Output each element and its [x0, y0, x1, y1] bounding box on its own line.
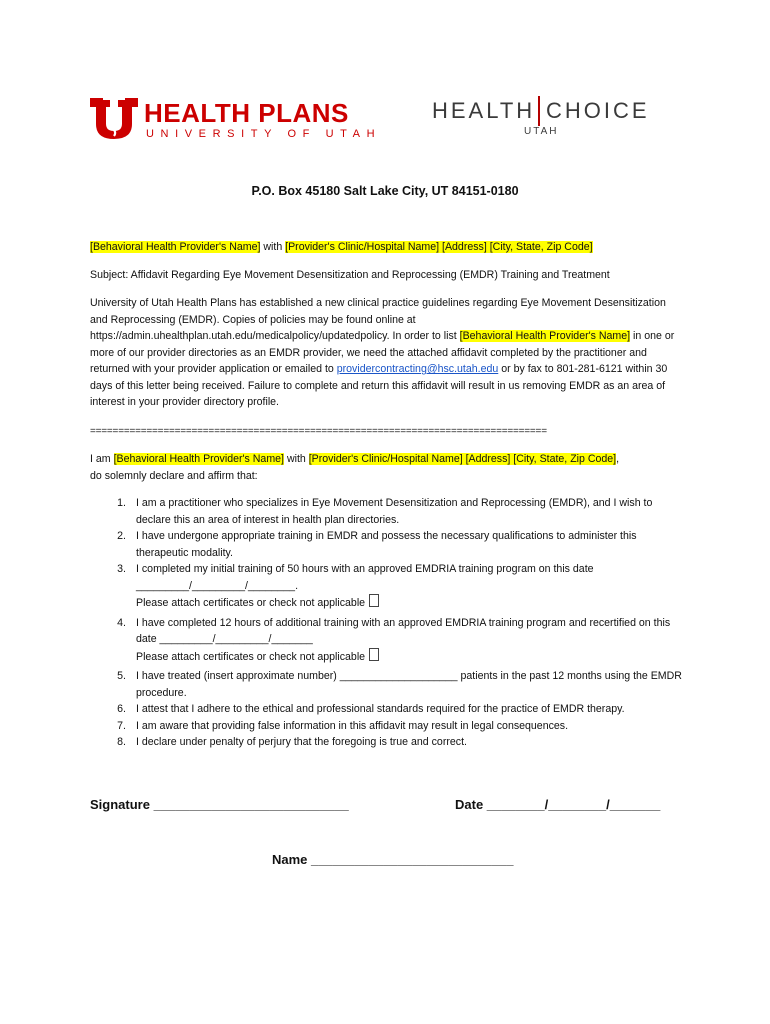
clinic-address-placeholder-2: [Provider's Clinic/Hospital Name] [Address] [City, State, Zip Code] [308, 453, 617, 465]
affirmation-list [90, 495, 682, 751]
item-number: 2. [117, 530, 126, 542]
attach-note: Please attach certificates or check not applicable [136, 597, 366, 609]
contracting-email-link[interactable]: providercontracting@hsc.utah.edu [336, 363, 499, 375]
declaration-intro [90, 451, 682, 484]
i-am-word: I am [90, 453, 111, 465]
health-plans-title: HEALTH PLANS [144, 98, 349, 128]
item-text: I have treated (insert approximate number) ____________________ patients in the past 12 months using the EMDR procedure. [136, 670, 682, 699]
health-choice-word-health: HEALTH [432, 98, 536, 123]
with-word-2: with [286, 453, 306, 465]
item-text: I completed my initial training of 50 hours with an approved EMDRIA training program on this date [136, 563, 594, 575]
logo-divider [538, 96, 540, 126]
mailing-address: P.O. Box 45180 Salt Lake City, UT 84151-0180 [251, 184, 519, 198]
item-number: 6. [117, 703, 126, 715]
comma: , [616, 453, 620, 465]
item-number: 1. [117, 497, 126, 509]
not-applicable-checkbox[interactable] [369, 594, 379, 607]
health-choice-word-choice: CHOICE [546, 98, 650, 123]
initial-training-date-field[interactable]: _________/_________/________. [136, 579, 299, 592]
body-text-1: University of Utah Health Plans has established a new clinical practice guidelines regarding Eye Movement Desensitization and Reprocessing (EMDR). Copies of policies may be found online at https://admin.uhealthplan.utah.edu/medicalpolicy/updatedpolicy. In order to list [90, 297, 666, 342]
recipient-line [90, 239, 682, 256]
item-number: 7. [117, 719, 126, 732]
item-number: 5. [117, 670, 126, 682]
date-field[interactable]: Date ________/________/_______ [455, 797, 661, 812]
provider-name-placeholder-3: [Behavioral Health Provider's Name] [113, 453, 284, 465]
list-item [90, 495, 682, 528]
health-choice-logo [432, 96, 652, 146]
item-number: 8. [117, 736, 126, 748]
list-item [90, 701, 682, 718]
item-number: 4. [117, 616, 126, 629]
attach-note: Please attach certificates or check not applicable [136, 650, 366, 663]
provider-name-placeholder-2: [Behavioral Health Provider's Name] [459, 330, 631, 342]
health-plans-logo [90, 98, 382, 144]
item-text: I declare under penalty of perjury that the foregoing is true and correct. [136, 736, 467, 748]
name-field[interactable]: Name ____________________________ [272, 852, 514, 867]
university-of-utah-subtitle: UNIVERSITY OF UTAH [146, 128, 382, 140]
separator-line: ================================================================================= [90, 426, 547, 437]
list-item [90, 561, 682, 612]
not-applicable-checkbox[interactable] [369, 648, 379, 661]
list-item [90, 718, 682, 735]
item-text: I attest that I adhere to the ethical and professional standards required for the practice of EMDR therapy. [136, 703, 625, 715]
item-text: I am a practitioner who specializes in Eye Movement Desensitization and Reprocessing (EMDR), and I wish to declare this an area of interest in health plan directories. [136, 497, 653, 526]
clinic-address-placeholder: [Provider's Clinic/Hospital Name] [Address] [City, State, Zip Code] [285, 241, 593, 253]
with-word: with [263, 241, 283, 253]
body-paragraph [90, 295, 682, 411]
affirm-text: do solemnly declare and affirm that: [90, 469, 258, 482]
item-text: I have undergone appropriate training in EMDR and possess the necessary qualifications to administer this therapeutic modality. [136, 530, 637, 559]
item-text: I have completed 12 hours of additional training with an approved EMDRIA training program and recertified on this date _________/_________/_______ [136, 616, 671, 645]
list-item [90, 615, 682, 666]
health-choice-subtitle: UTAH [524, 126, 559, 137]
subject-line: Subject: Affidavit Regarding Eye Movement Desensitization and Reprocessing (EMDR) Training and Treatment [90, 269, 610, 281]
list-item [90, 734, 682, 751]
item-text: I am aware that providing false information in this affidavit may result in legal consequences. [136, 719, 569, 732]
body-text-3: or by fax to 801-281-6121 within 30 days of this letter being received. Failure to complete and return this affidavit will result in us removing EMDR as an area of interest in your provider directory profile. [90, 363, 668, 408]
list-item [90, 528, 682, 561]
university-of-utah-u-icon [90, 98, 138, 140]
item-number: 3. [117, 563, 126, 575]
signature-field[interactable]: Signature ___________________________ [90, 797, 349, 812]
provider-name-placeholder: [Behavioral Health Provider's Name] [90, 241, 261, 253]
list-item [90, 668, 682, 701]
body-text-2: in one or more of our provider directories as an EMDR provider, we need the attached affidavit completed by the practitioner and returned with your provider application or emailed to [90, 330, 675, 375]
